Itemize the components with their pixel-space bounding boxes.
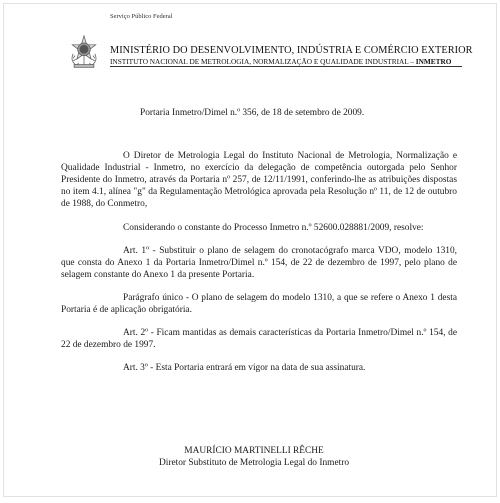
signatory-name: MAURÍCIO MARTINELLI RÊCHE [184, 446, 324, 456]
institute-name [110, 57, 451, 66]
considering-paragraph: Considerando o constante do Processo Inmetro n.º 52600.028881/2009, resolve: [123, 223, 424, 233]
letterhead [4, 4, 496, 84]
signature-block [4, 445, 496, 469]
sole-paragraph: Parágrafo único - O plano de selagem do modelo 1310, a que se refere o Anexo 1 desta Portaria é de aplicação obrigatória. [61, 293, 457, 315]
signatory-role: Diretor Substituto de Metrologia Legal do Inmetro [158, 458, 350, 468]
article-1: Art. 1º - Substituir o plano de selagem do cronotacógrafo marca VDO, modelo 1310, que consta do Anexo 1 da Portaria Inmetro/Dimel n.º 154, de 22 de dezembro de 1997, pelo plano de selagem constante do Anexo 1 da presente Portaria. [61, 246, 457, 280]
document-title: Portaria Inmetro/Dimel n.º 356, de 18 de setembro de 2009. [140, 108, 365, 118]
header-divider [110, 66, 462, 67]
institute-acronym: INMETRO [415, 57, 452, 66]
document-page [3, 3, 497, 497]
preamble-paragraph: O Diretor de Metrologia Legal do Instituto Nacional de Metrologia, Normalização e Qualidade Industrial - Inmetro, no exercício da delegação de competência outorgada pelo Senhor Presidente do Inmetro, através da Portaria nº 257, de 12/11/1991, conferindo-lhe as atribuições dispostas no item 4.1, alínea "g" da Regulamentação Metrológica aprovada pela Resolução nº 11, de 12 de outubro de 1988, do Conmetro, [61, 151, 457, 209]
document-body [61, 107, 457, 374]
institute-label: INSTITUTO NACIONAL DE METROLOGIA, NORMALIZAÇÃO E QUALIDADE INDUSTRIAL – [110, 57, 414, 66]
brazil-coat-of-arms-icon [66, 34, 102, 70]
article-2: Art. 2º - Ficam mantidas as demais características da Portaria Inmetro/Dimel n.º 154, de 22 de dezembro de 1997. [61, 328, 457, 350]
article-3: Art. 3º - Esta Portaria entrará em vigor na data de sua assinatura. [123, 363, 366, 373]
service-label: Serviço Público Federal [110, 13, 173, 20]
ministry-name: MINISTÉRIO DO DESENVOLVIMENTO, INDÚSTRIA E COMÉRCIO EXTERIOR [110, 45, 473, 56]
